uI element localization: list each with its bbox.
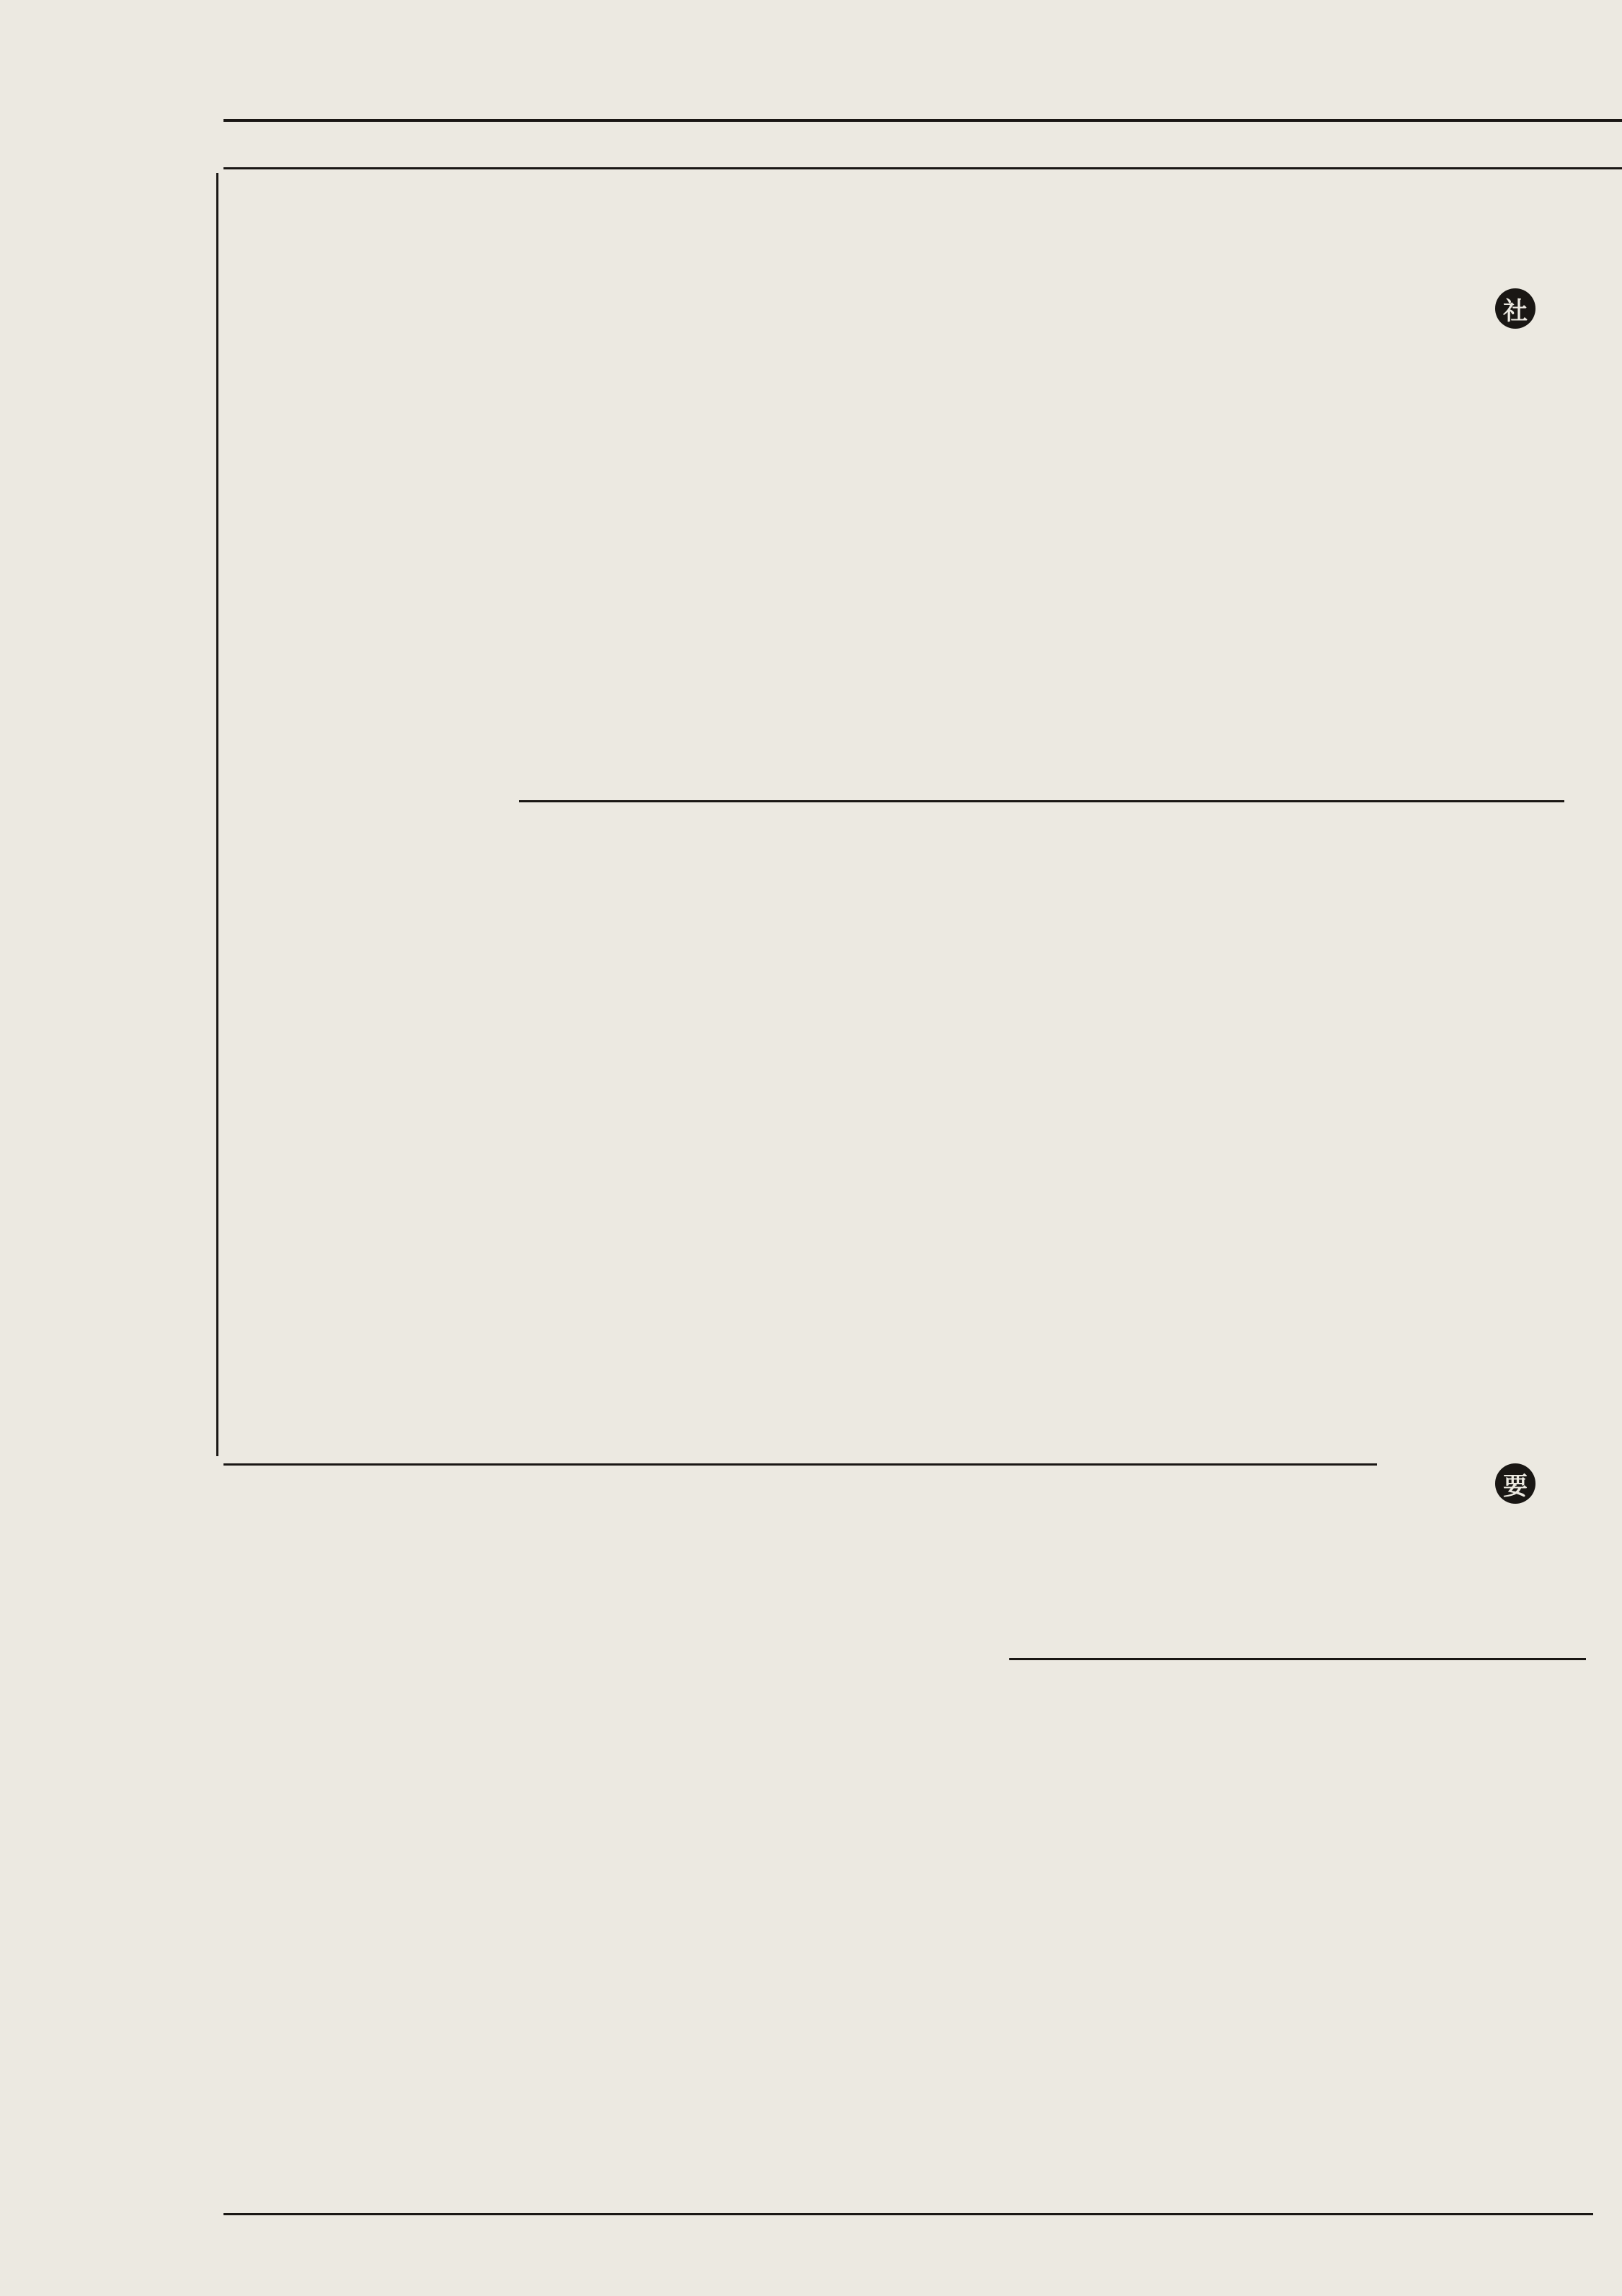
mid-rule — [223, 1463, 1377, 1466]
bottom-rule — [223, 2213, 1593, 2215]
editorial-rule — [519, 800, 1564, 802]
ad-rule — [216, 173, 218, 1456]
important-news-icon: 要 — [1495, 1463, 1535, 1504]
fleet-rule — [1009, 1658, 1586, 1660]
editorial-tag-icon: 社 — [1495, 288, 1535, 329]
masthead — [223, 119, 1622, 169]
